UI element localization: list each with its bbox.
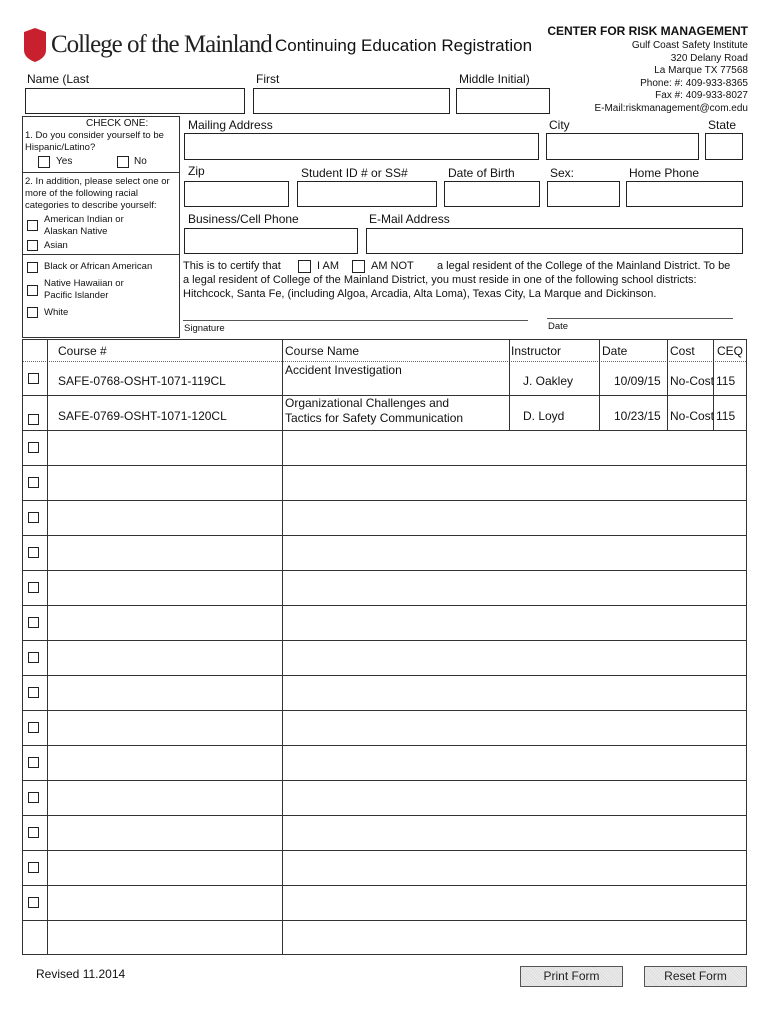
cell-phone-field[interactable] bbox=[184, 228, 358, 254]
contact-block bbox=[548, 40, 748, 115]
native-hawaiian-label: Native Hawaiian or Pacific Islander bbox=[44, 278, 124, 301]
date-label: Date bbox=[548, 321, 569, 332]
sex-label: Sex: bbox=[550, 166, 575, 180]
logo-text: College of the Mainland bbox=[51, 31, 272, 58]
table-row bbox=[23, 711, 746, 746]
table-row bbox=[23, 816, 746, 851]
divider bbox=[22, 254, 180, 255]
certify-tail: a legal resident of the College of the Mainland District. To be bbox=[437, 260, 731, 272]
col-header-cost: Cost bbox=[670, 344, 695, 358]
course-name: Organizational Challenges and Tactics for Safety Communication bbox=[285, 396, 464, 425]
course-date: 10/09/15 bbox=[614, 374, 661, 388]
row-checkbox[interactable] bbox=[28, 827, 39, 838]
zip-label: Zip bbox=[188, 164, 205, 178]
american-indian-label: American Indian or Alaskan Native bbox=[44, 214, 124, 237]
yes-checkbox[interactable] bbox=[38, 156, 50, 168]
col-header-course: Course # bbox=[58, 344, 107, 358]
row-checkbox[interactable] bbox=[28, 547, 39, 558]
mailing-address-field[interactable] bbox=[184, 133, 539, 160]
first-name-label: First bbox=[256, 72, 280, 86]
asian-label: Asian bbox=[44, 240, 68, 251]
contact-line: La Marque TX 77568 bbox=[654, 65, 748, 76]
revised-label: Revised 11.2014 bbox=[36, 967, 126, 981]
certify-line-3: Hitchcock, Santa Fe, (including Algoa, Arcadia, Alta Loma), Texas City, La Marque and Dickinson. bbox=[183, 288, 657, 300]
row-checkbox[interactable] bbox=[28, 582, 39, 593]
home-phone-field[interactable] bbox=[626, 181, 743, 207]
email-field[interactable] bbox=[366, 228, 743, 254]
table-row bbox=[23, 606, 746, 641]
form-title: Continuing Education Registration bbox=[275, 36, 533, 55]
row-checkbox[interactable] bbox=[28, 373, 39, 384]
middle-initial-field[interactable] bbox=[456, 88, 550, 114]
contact-line: Gulf Coast Safety Institute bbox=[631, 40, 748, 51]
i-am-checkbox[interactable] bbox=[298, 260, 311, 273]
row-checkbox[interactable] bbox=[28, 512, 39, 523]
course-number: SAFE-0768-OSHT-1071-119CL bbox=[58, 374, 226, 388]
table-row bbox=[23, 746, 746, 781]
table-row bbox=[23, 676, 746, 711]
table-row bbox=[23, 501, 746, 536]
certify-prefix: This is to certify that bbox=[183, 260, 281, 272]
zip-field[interactable] bbox=[184, 181, 289, 207]
date-line[interactable] bbox=[547, 318, 733, 319]
signature-line[interactable] bbox=[183, 320, 528, 321]
no-label: No bbox=[134, 156, 147, 167]
row-checkbox[interactable] bbox=[28, 757, 39, 768]
certify-line-1 bbox=[183, 260, 281, 272]
table-row bbox=[23, 431, 746, 466]
print-form-button[interactable]: Print Form bbox=[520, 966, 623, 987]
white-label: White bbox=[44, 307, 69, 318]
col-header-ceq: CEQ bbox=[717, 344, 744, 358]
race-question: 2. In addition, please select one or more of the following racial categories to describe yourself: bbox=[25, 176, 170, 211]
dob-field[interactable] bbox=[444, 181, 540, 207]
signature-label: Signature bbox=[184, 323, 225, 334]
dob-label: Date of Birth bbox=[448, 166, 515, 180]
last-name-field[interactable] bbox=[25, 88, 245, 114]
row-checkbox[interactable] bbox=[28, 897, 39, 908]
table-row bbox=[23, 571, 746, 606]
row-checkbox[interactable] bbox=[28, 722, 39, 733]
am-not-checkbox[interactable] bbox=[352, 260, 365, 273]
white-checkbox[interactable] bbox=[27, 307, 38, 318]
cell-phone-label: Business/Cell Phone bbox=[188, 212, 299, 226]
table-row bbox=[23, 466, 746, 501]
student-id-field[interactable] bbox=[297, 181, 437, 207]
row-checkbox[interactable] bbox=[28, 792, 39, 803]
table-row bbox=[23, 886, 746, 921]
city-label: City bbox=[549, 118, 570, 132]
table-row bbox=[23, 536, 746, 571]
table-row bbox=[23, 641, 746, 676]
row-checkbox[interactable] bbox=[28, 652, 39, 663]
sex-field[interactable] bbox=[547, 181, 620, 207]
hispanic-question: 1. Do you consider yourself to be Hispanic/Latino? bbox=[25, 130, 164, 153]
row-checkbox[interactable] bbox=[28, 687, 39, 698]
col-header-instructor: Instructor bbox=[511, 344, 562, 358]
course-instructor: D. Loyd bbox=[523, 409, 565, 423]
city-field[interactable] bbox=[546, 133, 699, 160]
state-field[interactable] bbox=[705, 133, 743, 160]
center-title: CENTER FOR RISK MANAGEMENT bbox=[547, 24, 748, 38]
shield-icon bbox=[22, 28, 48, 62]
i-am-label: I AM bbox=[317, 260, 340, 272]
course-number: SAFE-0769-OSHT-1071-120CL bbox=[58, 409, 227, 423]
reset-form-button[interactable]: Reset Form bbox=[644, 966, 747, 987]
row-checkbox[interactable] bbox=[28, 862, 39, 873]
no-checkbox[interactable] bbox=[117, 156, 129, 168]
course-ceq: 115 bbox=[716, 374, 736, 388]
mailing-address-label: Mailing Address bbox=[188, 118, 273, 132]
black-label: Black or African American bbox=[44, 261, 153, 272]
table-row bbox=[23, 851, 746, 886]
divider bbox=[22, 172, 180, 173]
state-label: State bbox=[708, 118, 737, 132]
certify-line-2: a legal resident of College of the Mainland District, you must reside in one of the following school districts: bbox=[183, 274, 697, 286]
black-checkbox[interactable] bbox=[27, 262, 38, 273]
course-cost: No-Cost bbox=[670, 409, 715, 423]
contact-line: Fax #: 409-933-8027 bbox=[655, 90, 748, 101]
check-one-label: CHECK ONE: bbox=[86, 118, 149, 129]
table-row bbox=[23, 396, 746, 431]
row-checkbox[interactable] bbox=[28, 617, 39, 628]
row-checkbox[interactable] bbox=[28, 477, 39, 488]
table-row bbox=[23, 921, 746, 956]
course-table bbox=[22, 339, 747, 955]
native-hawaiian-checkbox[interactable] bbox=[27, 285, 38, 296]
am-not-label: AM NOT bbox=[371, 260, 414, 272]
asian-checkbox[interactable] bbox=[27, 240, 38, 251]
student-id-label: Student ID # or SS# bbox=[301, 166, 408, 180]
table-row bbox=[23, 361, 746, 396]
row-checkbox[interactable] bbox=[28, 442, 39, 453]
course-instructor: J. Oakley bbox=[523, 374, 574, 388]
contact-line: Phone: #: 409-933-8365 bbox=[640, 77, 748, 89]
row-checkbox[interactable] bbox=[28, 414, 39, 425]
course-cost: No-Cost bbox=[670, 374, 715, 388]
course-name: Accident Investigation bbox=[285, 363, 402, 377]
course-ceq: 115 bbox=[716, 409, 736, 423]
middle-initial-label: Middle Initial) bbox=[459, 72, 530, 86]
home-phone-label: Home Phone bbox=[629, 166, 700, 180]
american-indian-checkbox[interactable] bbox=[27, 220, 38, 231]
table-row bbox=[23, 781, 746, 816]
first-name-field[interactable] bbox=[253, 88, 450, 114]
last-name-label: Name (Last bbox=[27, 72, 90, 86]
col-header-name: Course Name bbox=[285, 344, 360, 358]
col-header-date: Date bbox=[602, 344, 628, 358]
yes-label: Yes bbox=[56, 156, 73, 167]
contact-line: 320 Delany Road bbox=[670, 52, 748, 64]
course-date: 10/23/15 bbox=[614, 409, 661, 423]
email-label: E-Mail Address bbox=[369, 212, 450, 226]
contact-line: E-Mail:riskmanagement@com.edu bbox=[594, 102, 748, 114]
